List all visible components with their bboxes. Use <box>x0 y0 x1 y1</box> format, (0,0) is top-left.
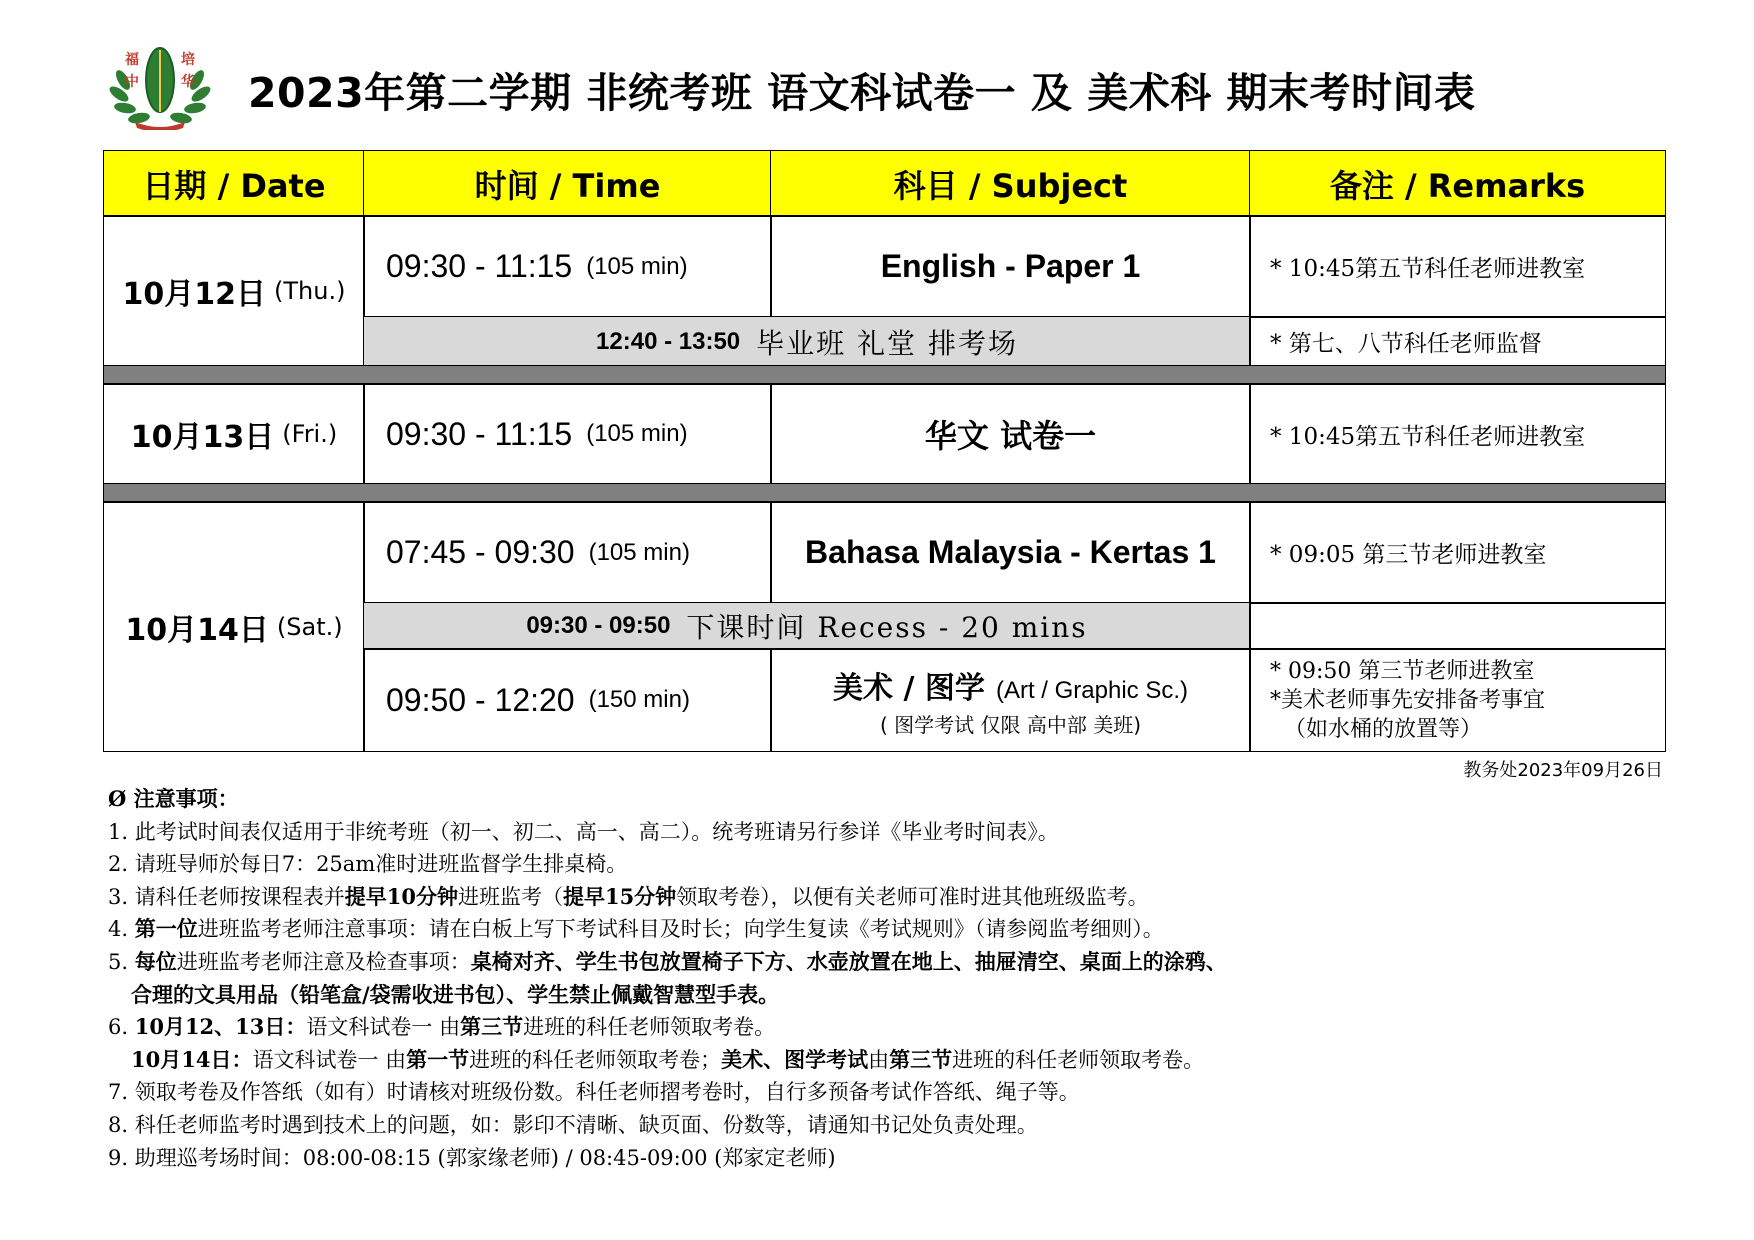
note-item-continued: 10月14日：语文科试卷一 由第一节进班的科任老师领取考卷；美术、图学考试由第三节进班的科任老师领取考卷。 <box>131 1046 1205 1072</box>
subject-cell: Bahasa Malaysia - Kertas 1 <box>770 501 1251 604</box>
recess-text: 下课时间 Recess - 20 mins <box>686 611 1088 644</box>
time-range: 09:30 - 11:15 <box>386 248 573 284</box>
date-label: 10月14日 <box>125 612 269 648</box>
note-item: 1. 此考试时间表仅适用于非统考班（初一、初二、高一、高二）。统考班请另行参详《毕业考时间表》。 <box>108 819 1059 844</box>
logo-char: 华 <box>181 74 195 90</box>
time-cell <box>363 215 772 318</box>
duration: (105 min) <box>588 538 690 566</box>
subject-note: ( 图学考试 仅限 高中部 美班) <box>879 712 1142 737</box>
note-item: 9. 助理巡考场时间：08:00-08:15 (郭家缘老师) / 08:45-09:00 (郑家定老师) <box>108 1145 836 1170</box>
remark-cell-empty <box>1249 602 1666 650</box>
notes-section <box>108 783 1668 1174</box>
time-cell <box>363 648 772 752</box>
logo-char: 中 <box>125 74 139 90</box>
note-item: 6. 10月12、13日：语文科试卷一 由第三节进班的科任老师领取考卷。 <box>108 1014 776 1040</box>
recess-time: 09:30 - 09:50 <box>526 612 671 639</box>
duration: (105 min) <box>586 252 688 280</box>
row-separator <box>103 365 1666 385</box>
time-range: 07:45 - 09:30 <box>386 534 575 570</box>
time-cell <box>363 383 772 485</box>
col-header-date: 日期 / Date <box>103 150 365 217</box>
note-item: 4. 第一位进班监考老师注意事项：请在白板上写下考试科目及时长；向学生复读《考试规则》（请参阅监考细则）。 <box>108 916 1164 942</box>
note-item: 7. 领取考卷及作答纸（如有）时请核对班级份数。科任老师摺考卷时，自行多预备考试作答纸、绳子等。 <box>108 1080 1080 1105</box>
remark-cell <box>1249 648 1666 752</box>
date-cell-oct13 <box>103 383 365 485</box>
issue-stamp: 教务处2023年09月26日 <box>1463 760 1663 781</box>
col-header-remarks: 备注 / Remarks <box>1249 150 1666 217</box>
date-label: 10月13日 <box>130 420 275 455</box>
weekday-label: (Sat.) <box>276 612 343 641</box>
banner-text: 毕业班 礼堂 排考场 <box>756 326 1018 360</box>
note-item-continued: 合理的文具用品（铅笔盒/袋需收进书包）、学生禁止佩戴智慧型手表。 <box>131 981 780 1007</box>
col-header-subject: 科目 / Subject <box>770 150 1251 217</box>
row-separator <box>103 483 1666 503</box>
logo-char: 福 <box>125 52 139 68</box>
subject-cn: 美术 / 图学 <box>833 670 985 706</box>
time-cell <box>363 501 772 604</box>
remark-line: * 09:50 第三节老师进教室 <box>1270 658 1535 684</box>
assembly-banner <box>363 316 1251 367</box>
remark-cell: * 09:05 第三节老师进教室 <box>1249 501 1666 604</box>
time-range: 09:30 - 11:15 <box>386 415 573 452</box>
weekday-label: (Fri.) <box>282 420 338 448</box>
remark-cell: * 第七、八节科任老师监督 <box>1249 316 1666 367</box>
note-item: 5. 每位进班监考老师注意及检查事项：桌椅对齐、学生书包放置椅子下方、水壶放置在地上、抽屉清空、桌面上的涂鸦、 <box>108 948 1227 974</box>
remark-line: *美术老师事先安排备考事宜 <box>1270 687 1546 713</box>
subject-en: (Art / Graphic Sc.) <box>995 676 1188 704</box>
remark-cell: * 10:45第五节科任老师进教室 <box>1249 215 1666 318</box>
duration: (105 min) <box>586 420 688 447</box>
notes-heading: Ø 注意事项： <box>108 786 239 811</box>
remark-line: （如水桶的放置等） <box>1284 716 1483 742</box>
note-item: 3. 请科任老师按课程表并提早10分钟进班监考（提早15分钟领取考卷），以便有关老师可准时进其他班级监考。 <box>108 883 1149 909</box>
duration: (150 min) <box>588 686 690 713</box>
exam-timetable <box>103 150 1666 752</box>
banner-time: 12:40 - 13:50 <box>596 327 741 355</box>
recess-banner <box>363 602 1251 650</box>
page-title: 2023年第二学期 非统考班 语文科试卷一 及 美术科 期末考时间表 <box>248 69 1476 117</box>
note-item: 2. 请班导师於每日7：25am准时进班监督学生排桌椅。 <box>108 852 628 877</box>
subject-cell: 华文 试卷一 <box>770 383 1251 485</box>
logo-char: 培 <box>181 52 195 68</box>
date-cell-oct14 <box>103 501 365 752</box>
weekday-label: (Thu.) <box>274 277 346 305</box>
note-item: 8. 科任老师监考时遇到技术上的问题，如：影印不清晰、缺页面、份数等，请通知书记处负责处理。 <box>108 1112 1038 1137</box>
remark-cell: * 10:45第五节科任老师进教室 <box>1249 383 1666 485</box>
time-range: 09:50 - 12:20 <box>386 681 575 718</box>
school-logo <box>105 40 215 130</box>
subject-cell-art <box>770 648 1251 752</box>
date-cell-oct12 <box>103 215 365 367</box>
subject-cell: English - Paper 1 <box>770 215 1251 318</box>
col-header-time: 时间 / Time <box>363 150 772 217</box>
date-label: 10月12日 <box>122 277 267 312</box>
